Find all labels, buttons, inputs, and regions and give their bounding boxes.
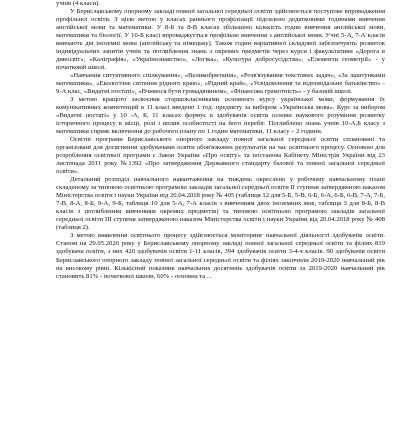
paragraph-profile-education: У Бериславському опорному закладі повної загальної середньої освіти здійснюється поступове впровадження профільної освіти. З цією метою у класах раннього профілізації підсилено додатковими годинами вивчення англійської мови та математики. У 8-Б та 8-В класах збільшено кількість годин вивчення англійської мови, математики та біології. У 10-Б класі впроваджується профільне вивчення з англійської мови. Учні 5-А, 7-А класів вивчають дві іноземні мови (англійську та німецьку). Також годин варіативної складової забезпечують розвиток індивідуальних запитів учнів та поглиблення знань з окремих предметів через курси і факультативи «Дорога в дивосвіт», «Каліграфія», «Українознавство», «Логіка», «Культура добросусідства», «Елементи геометрії» - у початковій школі. (56, 8, 385, 72)
paragraph-continuation: учнів (4 класи). (56, 0, 100, 7)
paragraph-workload-distribution: Детальний розподіл навчального навантаження на тиждень окреслено у робочому навчальному плані складеному за типовою освітньою програмою закладів загальної середньої освіти ІІ ступеня затвердженою наказом Міністерства освіти і науки України від 20.04.2018 року № 405 (таблиця 12 для 5-Б, 5-В, 6-Б, 6-А, 6-Б, 6-В, 7-А, 7-Б, 7-В, 8-А, 8-Б, 9-А, 9-Б, таблиця 10 для 5-А, 7-А класів з вивченням двох іноземних мов, таблиця 3 для 8-Б, 8-В класів з поглибленим вивченням окремих предметів) та типовою освітньою програмою закладів загальної середньої освіти ІІІ ступеня затвердженою наказом Міністерства освіти і науки України від 20.04.2018 року № 408 (таблиця 2). (56, 176, 385, 232)
paragraph-monitoring: З метою виявлення освітнього процесу здійснюється моніторинг навчальної діяльності здобувачів освіти. Станом на 29.05.2020 року у Бериславському опорному закладі повної загальної середньої освіти та філіях 819 здобувача освіти, з них 420 здобувачів освіти 1-11 класів, 394 здобувачів освіти 3-4-х класів. 90 здобувачів освіти Бериславського опорного закладу повної загальної середньої освіти та філіях закінчили 2019-2020 навчальний рік на високому рівні. Кількісний показник навчальних досягнень здобувачів освіти за 2019-2020 навчальний рік становить 81% - початкової школи, 60% - основна та ... (56, 232, 385, 280)
paragraph-senior-courses: З метою кращого засвоєння старшокласниками основного курсу української мови, формування їх комунікативних компетенцій в 11 класі введено 1 год. предмету за вибором «Українська мова». Курс за вибором «Видатні постаті» у 10 -А, Б, 11 класах формує в здобувачів освіти основи наукового розуміння розвитку історичного процесу в місці, ролі і вплив особистості на його перебіг. Поглиблено знань учнів 10-А,Б класу з математики сприяє включення до робочого плану по 1 годин математики, 11 класу – 2 години. (56, 96, 385, 136)
paragraph-basic-school-courses: «Навчання ситуативного спілкування», «Великобританія», «Розв'язування текстових задач», «За лаштунками математики», «Екологічне світення рідного краю», «Рідний край», «Усвідомлення та відповідальне батьківство» - 9-А клас, «Видатні постаті», «Вчимося бути громадянином», «Фінансова грамотність» - у базовій школі. (56, 72, 385, 96)
paragraph-educational-programs: Освітні програми Бериславського опорного закладу повної загальної середньої освіти сплановані та організовані для досягнення здобувачами освіти обов'язкових результатів на час освітнього процесу. Основою для розроблення освітньої програми є Закон України «Про освіту» та постанова Кабінету Міністрів України від 23 листопада 2011 року №1392 «Про затвердження Державного стандарту базової та повної загальної середньої освіти». (56, 136, 385, 176)
